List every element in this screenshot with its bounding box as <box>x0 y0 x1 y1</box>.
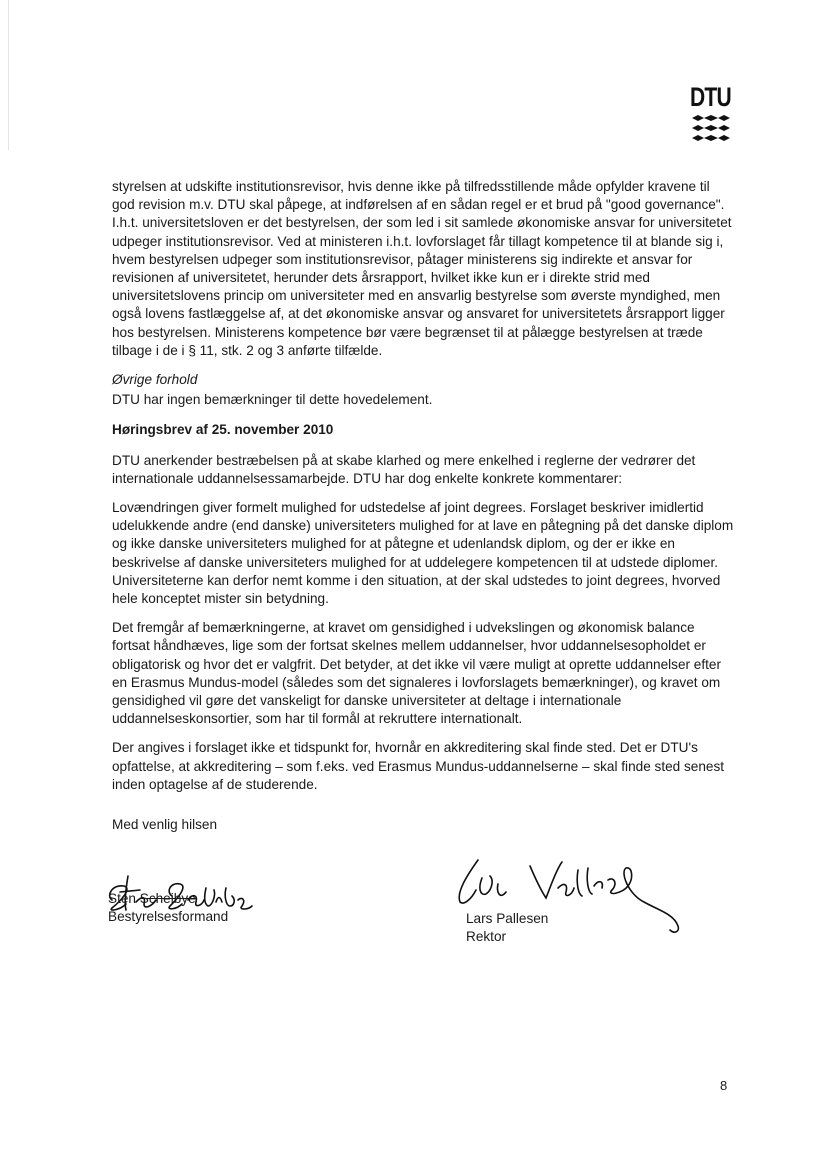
paragraph-intro: DTU anerkender bestræbelsen på at skabe klarhed og mere enkelhed i reglerne der vedrører det internationale uddannelsessamarbejde. DTU har dog enkelte konkrete kommentarer: <box>112 452 696 486</box>
signatory-left-last-name: Scheibye <box>139 891 196 906</box>
signatory-right-title: Rektor <box>466 929 507 945</box>
heading-hearing-letter: Høringsbrev af 25. november 2010 <box>112 422 334 438</box>
paragraph-other-matters: DTU har ingen bemærkninger til dette hovedelement. <box>112 392 433 408</box>
paragraph-joint-degrees: Lovændringen giver formelt mulighed for udstedelse af joint degrees. Forslaget beskriver imidlertid udelukkende andre (end danske) universiteters mulighed for at lave en påtegning på det danske diplom og ikke danske universiteters mulighed for at påtegne et udenlandsk diplom, og der er ikke en beskrivelse af danske universiteters mulighed for at uddelegere kompetencen til at udstede diplomer. Universiteterne kan derfor nemt komme i den situation, at der skal udstedes to joint degrees, hvorved hele konceptet mister sin betydning. <box>112 500 734 607</box>
signature-area <box>108 840 728 950</box>
signatory-left-title: Bestyrelsesformand <box>108 909 229 925</box>
closing-greeting: Med venlig hilsen <box>112 817 218 833</box>
signatory-left-name <box>108 890 228 908</box>
paragraph-revisor: styrelsen at udskifte institutionsrevisor, hvis denne ikke på tilfredsstillende måde opfylder kravene til god revision m.v. DTU skal påpege, at indførelsen af en sådan regel er et brud på "good governance". I.h.t. universitetsloven er det bestyrelsen, der som led i sit samlede økonomiske ansvar for universitetet udpeger institutionsrevisor. Ved at ministeren i.h.t. lovforslaget får tillagt kompetence til at blande sig i, hvem bestyrelsen udpeger som institutionsrevisor, påtager ministerens sig indirekte et ansvar for revisionen af universitetet, herunder dets årsrapport, hvilket ikke kun er i direkte strid med universitetslovens princip om universiteter med en ansvarlig bestyrelse som øverste myndighed, men også lovens fastlæggelse af, at det økonomiske ansvar og ansvaret for universitetets årsrapport ligger hos bestyrelsen. Ministerens kompetence bør være begrænset til at pålægge bestyrelsen at træde tilbage i de i § 11, stk. 2 og 3 anførte tilfælde. <box>112 179 732 358</box>
dtu-logo <box>690 84 744 143</box>
paragraph-accreditation: Der angives i forslaget ikke et tidspunkt for, hvornår en akkreditering skal finde sted. Det er DTU's opfattelse, at akkreditering – som f.eks. ved Erasmus Mundus-uddannelserne – skal finde sted senest inden optagelse af de studerende. <box>112 740 725 792</box>
signatory-left-first-name: Sten <box>108 891 136 906</box>
signatory-left <box>108 890 228 926</box>
paragraph-reciprocity: Det fremgår af bemærkningerne, at kravet om gensidighed i udvekslingen og økonomisk balance fortsat håndhæves, lige som der fortsat skelnes mellem uddannelser, hvor uddannelsesopholdet er obligatorisk og hvor det er valgfrit. Det betyder, at det ikke vil være muligt at oprette uddannelser efter en Erasmus Mundus-model (således som det signaleres i lovforslagets bemærkninger), og kravet om gensidighed vil gøre det vanskeligt for danske universiteter at deltage i internationale uddannelseskonsortier, som har til formål at rekruttere internationalt. <box>112 620 722 727</box>
dtu-logo-text: DTU <box>690 82 731 112</box>
scan-edge-line <box>8 0 9 150</box>
page-number: 8 <box>720 1078 728 1093</box>
signatory-right <box>466 910 548 946</box>
letter-body <box>112 178 734 834</box>
dtu-wave-logo-icon <box>690 113 732 143</box>
signatory-right-name: Lars Pallesen <box>466 911 549 926</box>
heading-other-matters: Øvrige forhold <box>112 372 198 388</box>
